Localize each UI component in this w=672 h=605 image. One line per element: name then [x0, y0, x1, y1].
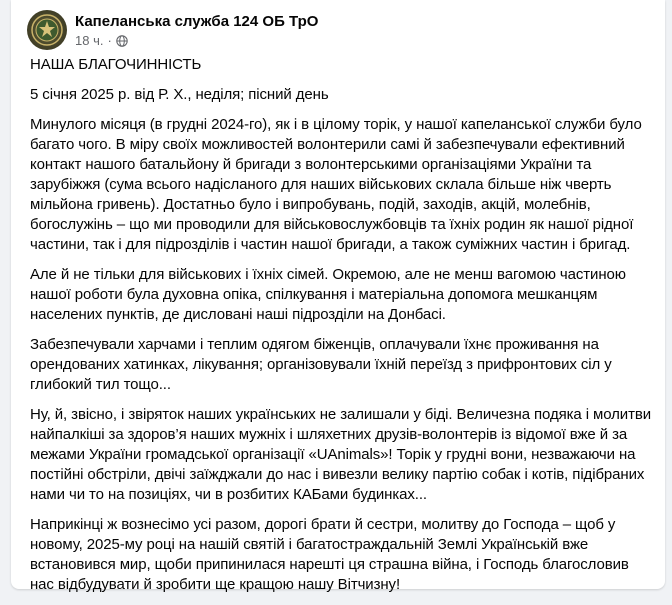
author-name[interactable]: Капеланська служба 124 ОБ ТрО	[75, 12, 319, 30]
post-date-line: 5 січня 2025 р. від Р. Х., неділя; пісний день	[30, 86, 329, 103]
post-meta	[75, 12, 318, 49]
post-card	[11, 0, 665, 593]
post-paragraph: Наприкінці ж вознесімо усі разом, дорогі брати й сестри, молитву до Господа – щоб у новому, 2025-му році на нашій святій і багатостраждальній Землі Українській вже встановився мир, щоби припинилася нарешті ця страшна війна, і Господь благословив нас відбудувати й зробити ще кращою нашу Вітчизну!	[30, 516, 629, 593]
post-paragraph: Ну, й, звісно, і звіряток наших українських не залишали у біді. Величезна подяка і молитви найпалкіші за здоров’я наших мужніх і шляхетних друзів-волонтерів із відомої вже й за межами України громадської організації «UAnimals»! Торік у грудні вони, незважаючи на постійні обстріли, двічі заїжджали до нас і вивезли велику партію собак і котів, підібраних нами чи то на позиціях, чи в розбитих КАБами будинках...	[30, 406, 651, 503]
separator: ·	[107, 32, 112, 48]
avatar[interactable]	[27, 10, 67, 50]
post-subline	[75, 33, 318, 49]
globe-icon	[116, 35, 128, 47]
post-paragraph: Забезпечували харчами і теплим одягом біженців, оплачували їхнє проживання на орендованих хатинках, лікування; організовували їхній переїзд з прифронтових сіл у глибокий тил тощо...	[30, 336, 612, 393]
post-header	[27, 10, 318, 50]
post-time[interactable]: 18 ч.	[75, 32, 104, 48]
post-paragraph: Минулого місяця (в грудні 2024-го), як і в цілому торік, у нашої капеланської служби було багато чого. В міру своїх можливостей волонтерили самі й забезпечували ефективний контакт нашого батальйону й бригади з волонтерськими організаціями України та зарубіжжя (сума всього надісланого для наших військових склала більше ніж чверть мільйона гривень). Достатньо було і випробувань, подій, заходів, акцій, молебнів, богослужінь – що ми проводили для військовослужбовців та їхніх родин як нашої рідної частини, так і для підрозділів і частин нашої бригади, а також суміжних частин і бригад.	[30, 116, 642, 253]
post-paragraph: Але й не тільки для військових і їхніх сімей. Окремою, але не менш вагомою частиною нашої роботи була духовна опіка, спілкування і матеріальна допомога мешканцям населених пунктів, де дисловані наші підрозділи на Донбасі.	[30, 266, 626, 323]
emblem-icon	[27, 10, 67, 50]
post-title: НАША БЛАГОЧИННІСТЬ	[30, 56, 202, 73]
post-text	[30, 55, 655, 605]
